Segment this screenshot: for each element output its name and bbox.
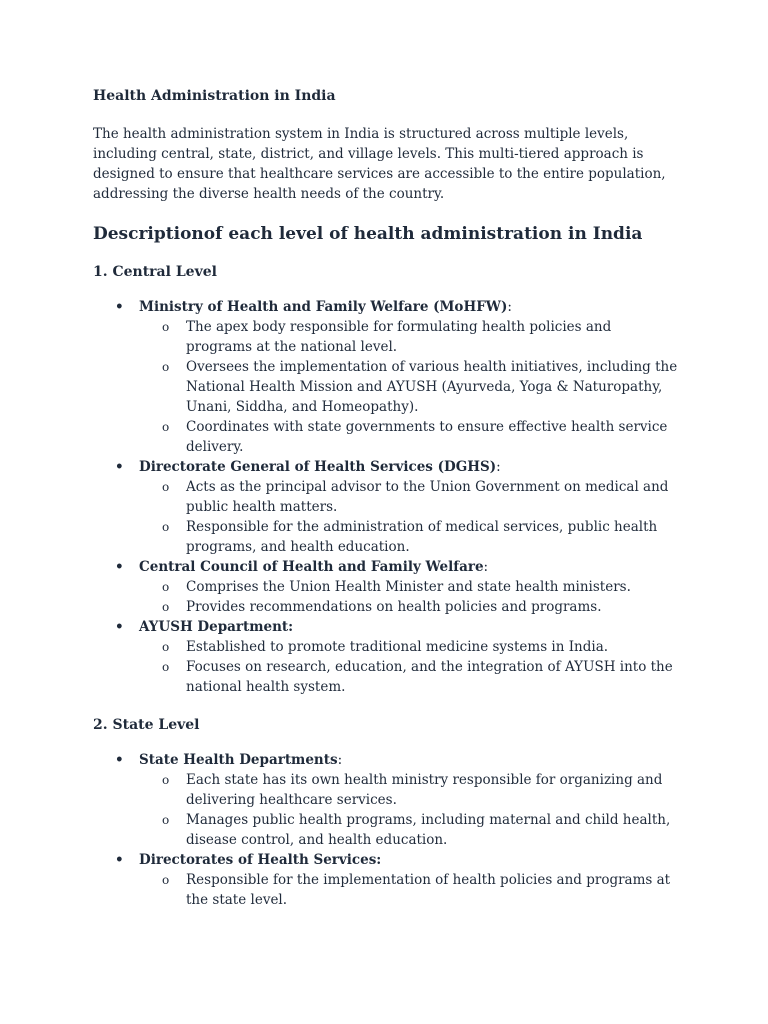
intro-paragraph: The health administration system in India is structured across multiple levels, including central, state, district, and village levels. This multi-tiered approach is designed to ensure that healthcare services are accessible to the entire population, addressing the diverse health needs of the country. <box>93 126 666 202</box>
sub-point-text: Responsible for the administration of medical services, public health programs, and health education. <box>186 519 658 555</box>
sub-point-list <box>139 870 678 910</box>
item-label: Ministry of Health and Family Welfare (MoHFW) <box>139 299 508 315</box>
sub-point-list <box>139 770 678 850</box>
item-label-suffix: : <box>507 299 512 315</box>
sections-container <box>93 262 678 910</box>
circle-bullet-icon: o <box>162 480 170 494</box>
circle-bullet-icon: o <box>162 773 170 787</box>
section-title: 1. Central Level <box>93 264 217 280</box>
circle-bullet-icon: o <box>162 360 170 374</box>
sub-list-item <box>139 317 678 357</box>
item-label: Central Council of Health and Family Welfare <box>139 559 484 575</box>
bullet-icon: • <box>115 299 124 315</box>
circle-bullet-icon: o <box>162 813 170 827</box>
circle-bullet-icon: o <box>162 660 170 674</box>
sub-list-item <box>139 577 678 597</box>
sub-list-item <box>139 870 678 910</box>
sub-list-item <box>139 657 678 697</box>
circle-bullet-icon: o <box>162 873 170 887</box>
list-item <box>93 297 678 457</box>
sub-point-text: Responsible for the implementation of health policies and programs at the state level. <box>186 872 671 908</box>
sub-point-list <box>139 577 678 617</box>
item-label: AYUSH Department: <box>139 619 294 635</box>
circle-bullet-icon: o <box>162 520 170 534</box>
bullet-icon: • <box>115 619 124 635</box>
circle-bullet-icon: o <box>162 420 170 434</box>
section-heading: Descriptionof each level of health administration in India <box>93 224 643 244</box>
sub-point-text: Focuses on research, education, and the integration of AYUSH into the national health system. <box>186 659 673 695</box>
section-title: 2. State Level <box>93 717 200 733</box>
sub-list-item <box>139 417 678 457</box>
list-item <box>93 750 678 850</box>
sub-list-item <box>139 357 678 417</box>
sub-point-list <box>139 317 678 457</box>
sub-point-text: Each state has its own health ministry responsible for organizing and delivering healthcare services. <box>186 772 663 808</box>
document-page <box>93 86 678 910</box>
item-label: Directorates of Health Services: <box>139 852 382 868</box>
sub-list-item <box>139 517 678 557</box>
sub-point-list <box>139 637 678 697</box>
sub-point-text: Established to promote traditional medicine systems in India. <box>186 639 609 655</box>
list-item <box>93 617 678 697</box>
list-item <box>93 850 678 910</box>
sub-point-list <box>139 477 678 557</box>
bullet-icon: • <box>115 752 124 768</box>
sub-point-text: Coordinates with state governments to ensure effective health service delivery. <box>186 419 668 455</box>
sub-point-text: Comprises the Union Health Minister and state health ministers. <box>186 579 631 595</box>
sub-point-text: Acts as the principal advisor to the Union Government on medical and public health matters. <box>186 479 669 515</box>
list-item <box>93 557 678 617</box>
circle-bullet-icon: o <box>162 600 170 614</box>
section-item-list <box>93 297 678 697</box>
list-item <box>93 457 678 557</box>
item-label-suffix: : <box>483 559 489 575</box>
sub-list-item <box>139 810 678 850</box>
circle-bullet-icon: o <box>162 320 170 334</box>
sub-list-item <box>139 637 678 657</box>
sub-point-text: Manages public health programs, including maternal and child health, disease control, and health education. <box>186 812 671 848</box>
bullet-icon: • <box>115 459 124 475</box>
section-item-list <box>93 750 678 910</box>
item-label-suffix: : <box>496 459 501 475</box>
sub-list-item <box>139 770 678 810</box>
circle-bullet-icon: o <box>162 640 170 654</box>
sub-list-item <box>139 477 678 517</box>
sub-point-text: Oversees the implementation of various health initiatives, including the National Health Mission and AYUSH (Ayurveda, Yoga & Naturopathy, Unani, Siddha, and Homeopathy). <box>186 359 678 415</box>
sub-point-text: Provides recommendations on health policies and programs. <box>186 599 602 615</box>
bullet-icon: • <box>115 559 124 575</box>
item-label-suffix: : <box>337 752 343 768</box>
sub-point-text: The apex body responsible for formulating health policies and programs at the national level. <box>186 319 612 355</box>
sub-list-item <box>139 597 678 617</box>
circle-bullet-icon: o <box>162 580 170 594</box>
item-label: State Health Departments <box>139 752 338 768</box>
document-title: Health Administration in India <box>93 88 336 104</box>
bullet-icon: • <box>115 852 124 868</box>
item-label: Directorate General of Health Services (DGHS) <box>139 459 497 475</box>
